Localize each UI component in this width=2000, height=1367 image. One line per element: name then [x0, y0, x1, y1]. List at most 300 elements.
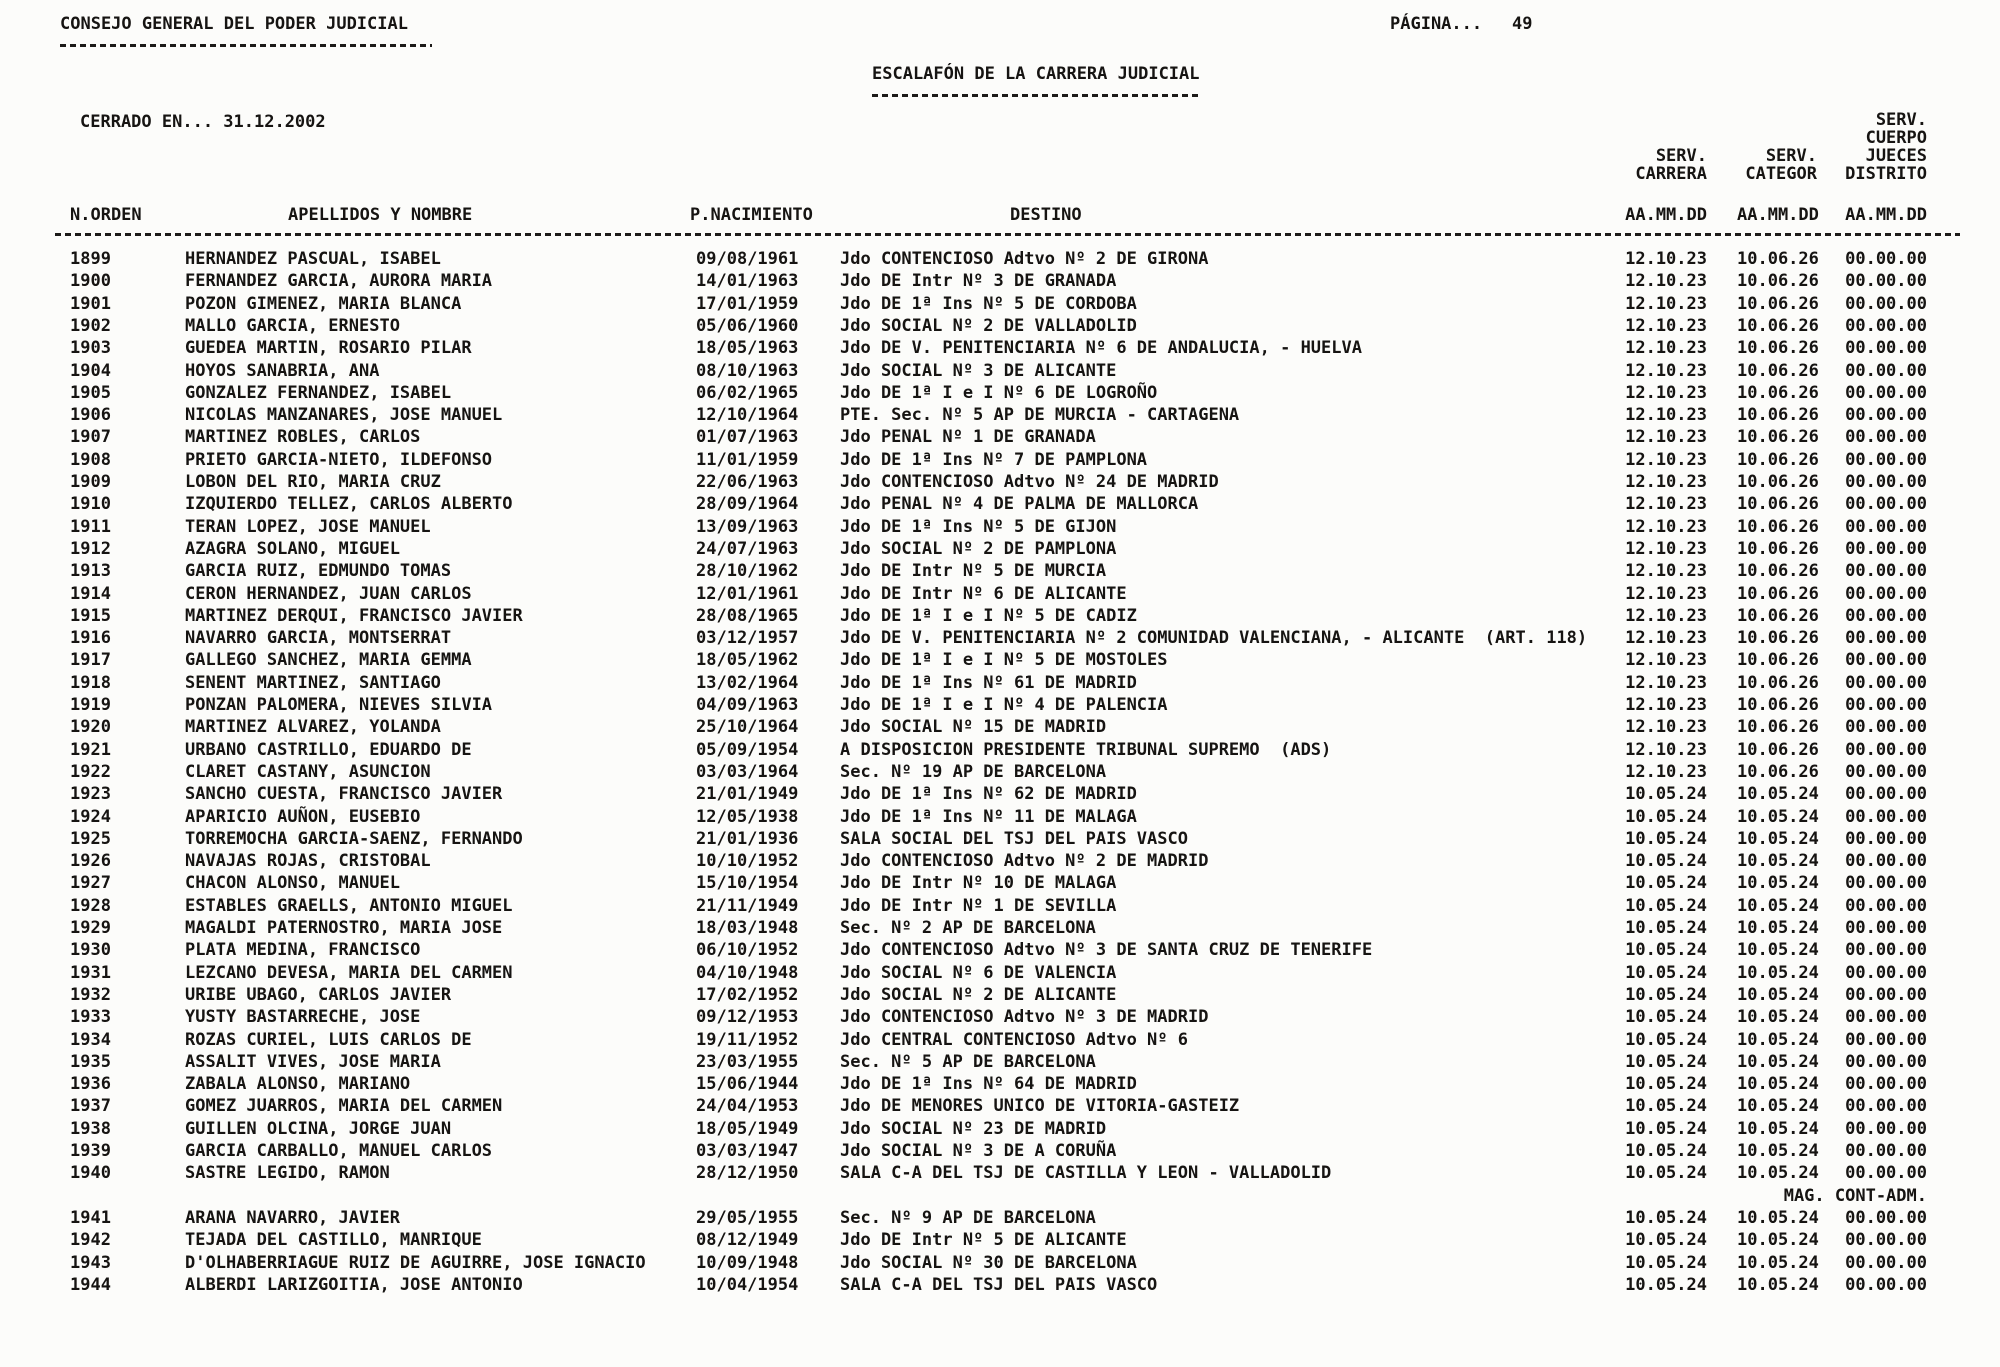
table-row [0, 383, 2000, 405]
cell-nombre: MARTINEZ DERQUI, FRANCISCO JAVIER [185, 605, 523, 626]
cell-n-orden: 1937 [70, 1096, 111, 1117]
table-row [0, 316, 2000, 338]
table-row [0, 294, 2000, 316]
cell-nacimiento: 10/04/1954 [696, 1274, 799, 1295]
cell-nacimiento: 09/08/1961 [696, 249, 799, 269]
cell-serv-cuerpo: 00.00.00 [1845, 1163, 1927, 1184]
cell-serv-categor: 10.06.26 [1737, 315, 1819, 336]
cell-serv-categor: 10.05.24 [1737, 851, 1819, 872]
cell-destino: Jdo SOCIAL Nº 6 DE VALENCIA [840, 962, 1117, 983]
cell-nacimiento: 10/10/1952 [696, 851, 799, 872]
cell-serv-cuerpo: 00.00.00 [1845, 293, 1927, 314]
cell-serv-cuerpo: 00.00.00 [1845, 918, 1927, 938]
header-aammdd-cuerpo: AA.MM.DD [1845, 205, 1927, 225]
cell-serv-cuerpo: 00.00.00 [1845, 962, 1927, 983]
cell-serv-categor: 10.06.26 [1737, 494, 1819, 515]
cell-destino: Jdo DE Intr Nº 10 DE MALAGA [840, 873, 1117, 894]
cell-destino: Jdo DE V. PENITENCIARIA Nº 2 COMUNIDAD VALENCIANA, - ALICANTE (ART. 118) [840, 628, 1588, 649]
cell-serv-categor: 10.05.24 [1737, 918, 1819, 938]
cell-destino: SALA SOCIAL DEL TSJ DEL PAIS VASCO [840, 828, 1188, 849]
cell-serv-cuerpo: 00.00.00 [1845, 1141, 1927, 1161]
cell-nombre: PONZAN PALOMERA, NIEVES SILVIA [185, 695, 493, 715]
cell-serv-cuerpo: 00.00.00 [1845, 650, 1927, 671]
cell-serv-cuerpo: 00.00.00 [1845, 1230, 1927, 1251]
cell-nombre: GUILLEN OLCINA, JORGE JUAN [185, 1118, 452, 1139]
table-row [0, 450, 2000, 472]
cell-serv-carrera: 10.05.24 [1625, 984, 1707, 1005]
cell-serv-categor: 10.06.26 [1737, 628, 1819, 649]
cell-nacimiento: 29/05/1955 [696, 1207, 799, 1228]
cell-nombre: YUSTY BASTARRECHE, JOSE [185, 1007, 421, 1028]
table-row [0, 539, 2000, 561]
cell-nacimiento: 12/05/1938 [696, 806, 799, 827]
table-row [0, 1275, 2000, 1297]
cell-nacimiento: 23/03/1955 [696, 1051, 799, 1072]
cell-nacimiento: 15/06/1944 [696, 1074, 799, 1095]
cell-nombre: NAVARRO GARCIA, MONTSERRAT [185, 628, 452, 649]
table-row [0, 338, 2000, 360]
cell-serv-carrera: 12.10.23 [1625, 271, 1707, 292]
cell-n-orden: 1907 [70, 427, 111, 448]
table-row [0, 1230, 2000, 1252]
cell-serv-carrera: 10.05.24 [1625, 940, 1707, 961]
cell-serv-categor: 10.05.24 [1737, 1118, 1819, 1139]
cell-nacimiento: 06/10/1952 [696, 940, 799, 961]
cell-serv-carrera: 10.05.24 [1625, 1051, 1707, 1072]
cell-n-orden: 1927 [70, 873, 111, 894]
cell-serv-carrera: 12.10.23 [1625, 695, 1707, 715]
table-row [0, 1074, 2000, 1096]
cell-serv-categor: 10.05.24 [1737, 784, 1819, 805]
cell-destino: Jdo SOCIAL Nº 3 DE A CORUÑA [840, 1141, 1117, 1161]
cell-serv-cuerpo: 00.00.00 [1845, 1252, 1927, 1273]
cell-destino: Jdo SOCIAL Nº 30 DE BARCELONA [840, 1252, 1137, 1273]
cell-destino: A DISPOSICION PRESIDENTE TRIBUNAL SUPREMO (ADS) [840, 739, 1332, 760]
cell-nombre: TORREMOCHA GARCIA-SAENZ, FERNANDO [185, 828, 523, 849]
cell-nombre: SANCHO CUESTA, FRANCISCO JAVIER [185, 784, 503, 805]
table-row [0, 650, 2000, 672]
cell-serv-cuerpo: 00.00.00 [1845, 516, 1927, 537]
cell-serv-categor: 10.06.26 [1737, 695, 1819, 715]
cell-serv-carrera: 12.10.23 [1625, 561, 1707, 582]
cell-n-orden: 1904 [70, 360, 111, 381]
cell-n-orden: 1906 [70, 405, 111, 426]
cell-serv-carrera: 12.10.23 [1625, 360, 1707, 381]
cell-serv-categor: 10.06.26 [1737, 249, 1819, 269]
cell-serv-carrera: 12.10.23 [1625, 717, 1707, 738]
cell-nacimiento: 18/03/1948 [696, 918, 799, 938]
cell-nombre: HERNANDEZ PASCUAL, ISABEL [185, 249, 441, 269]
cell-nacimiento: 08/12/1949 [696, 1230, 799, 1251]
cell-serv-cuerpo: 00.00.00 [1845, 1274, 1927, 1295]
cell-nombre: GARCIA CARBALLO, MANUEL CARLOS [185, 1141, 493, 1161]
cell-destino: Jdo PENAL Nº 4 DE PALMA DE MALLORCA [840, 494, 1199, 515]
table-row [0, 361, 2000, 383]
cell-nacimiento: 06/02/1965 [696, 382, 799, 403]
cell-n-orden: 1918 [70, 672, 111, 693]
cell-n-orden: 1899 [70, 249, 111, 269]
table-row [0, 807, 2000, 829]
cell-serv-categor: 10.06.26 [1737, 739, 1819, 760]
cell-serv-categor: 10.06.26 [1737, 583, 1819, 604]
cell-nombre: GALLEGO SANCHEZ, MARIA GEMMA [185, 650, 472, 671]
cell-serv-carrera: 12.10.23 [1625, 650, 1707, 671]
cell-serv-categor: 10.06.26 [1737, 449, 1819, 470]
table-row [0, 695, 2000, 717]
cell-n-orden: 1903 [70, 338, 111, 359]
cell-destino: Jdo DE 1ª Ins Nº 61 DE MADRID [840, 672, 1137, 693]
cell-serv-carrera: 10.05.24 [1625, 1074, 1707, 1095]
cell-nacimiento: 22/06/1963 [696, 472, 799, 492]
cell-n-orden: 1944 [70, 1274, 111, 1295]
cell-n-orden: 1901 [70, 293, 111, 314]
header-serv-cuerpo-line2: CUERPO [1865, 128, 1927, 148]
cell-nacimiento: 05/06/1960 [696, 315, 799, 336]
cell-destino: SALA C-A DEL TSJ DEL PAIS VASCO [840, 1274, 1158, 1295]
cell-n-orden: 1924 [70, 806, 111, 827]
cell-serv-cuerpo: 00.00.00 [1845, 427, 1927, 448]
header-separator-rule [55, 233, 1960, 236]
cell-nacimiento: 17/02/1952 [696, 984, 799, 1005]
cell-serv-carrera: 12.10.23 [1625, 449, 1707, 470]
table-row [0, 829, 2000, 851]
cell-serv-categor: 10.05.24 [1737, 984, 1819, 1005]
cell-nombre: MALLO GARCIA, ERNESTO [185, 315, 400, 336]
cell-serv-carrera: 10.05.24 [1625, 1207, 1707, 1228]
document-title: ESCALAFÓN DE LA CARRERA JUDICIAL [872, 64, 1200, 84]
cell-destino: Jdo DE MENORES UNICO DE VITORIA-GASTEIZ [840, 1096, 1240, 1117]
cell-serv-categor: 10.06.26 [1737, 405, 1819, 426]
cell-nombre: NAVAJAS ROJAS, CRISTOBAL [185, 851, 431, 872]
cell-serv-cuerpo: 00.00.00 [1845, 1118, 1927, 1139]
header-p-nacimiento: P.NACIMIENTO [690, 205, 813, 225]
cell-serv-carrera: 10.05.24 [1625, 828, 1707, 849]
cell-serv-cuerpo: 00.00.00 [1845, 984, 1927, 1005]
cell-serv-cuerpo: 00.00.00 [1845, 249, 1927, 269]
cell-nacimiento: 11/01/1959 [696, 449, 799, 470]
cell-serv-carrera: 10.05.24 [1625, 1007, 1707, 1028]
cell-destino: Jdo SOCIAL Nº 15 DE MADRID [840, 717, 1107, 738]
cell-serv-cuerpo: 00.00.00 [1845, 1096, 1927, 1117]
cell-serv-cuerpo: 00.00.00 [1845, 315, 1927, 336]
cell-n-orden: 1920 [70, 717, 111, 738]
cell-nombre: ESTABLES GRAELLS, ANTONIO MIGUEL [185, 895, 513, 916]
cell-nacimiento: 21/01/1949 [696, 784, 799, 805]
cell-nombre: HOYOS SANABRIA, ANA [185, 360, 380, 381]
cell-nacimiento: 18/05/1949 [696, 1118, 799, 1139]
cell-nacimiento: 15/10/1954 [696, 873, 799, 894]
cell-n-orden: 1925 [70, 828, 111, 849]
cell-serv-carrera: 10.05.24 [1625, 1274, 1707, 1295]
cell-nombre: MAGALDI PATERNOSTRO, MARIA JOSE [185, 918, 503, 938]
document-title-underline [872, 94, 1202, 97]
cell-n-orden: 1939 [70, 1141, 111, 1161]
header-serv-cuerpo-line4: DISTRITO [1845, 164, 1927, 184]
cell-destino: Jdo CENTRAL CONTENCIOSO Adtvo Nº 6 [840, 1029, 1188, 1050]
header-apellidos-y-nombre: APELLIDOS Y NOMBRE [288, 205, 473, 225]
cell-nacimiento: 28/12/1950 [696, 1163, 799, 1184]
table-row [0, 584, 2000, 606]
table-row [0, 1163, 2000, 1185]
cell-n-orden: 1910 [70, 494, 111, 515]
cell-serv-categor: 10.05.24 [1737, 1252, 1819, 1273]
category-note: MAG. CONT-ADM. [1783, 1185, 1927, 1206]
cell-serv-cuerpo: 00.00.00 [1845, 895, 1927, 916]
cell-serv-categor: 10.06.26 [1737, 717, 1819, 738]
cell-serv-carrera: 10.05.24 [1625, 851, 1707, 872]
cell-serv-cuerpo: 00.00.00 [1845, 271, 1927, 292]
cell-destino: SALA C-A DEL TSJ DE CASTILLA Y LEON - VALLADOLID [840, 1163, 1332, 1184]
table-row [0, 472, 2000, 494]
cell-nombre: ZABALA ALONSO, MARIANO [185, 1074, 411, 1095]
cell-n-orden: 1900 [70, 271, 111, 292]
cell-serv-categor: 10.06.26 [1737, 360, 1819, 381]
cell-destino: Jdo DE Intr Nº 6 DE ALICANTE [840, 583, 1127, 604]
table-row [0, 1141, 2000, 1163]
cell-nombre: D'OLHABERRIAGUE RUIZ DE AGUIRRE, JOSE IGNACIO [185, 1252, 646, 1273]
cell-nombre: GONZALEZ FERNANDEZ, ISABEL [185, 382, 452, 403]
page-number: 49 [1512, 14, 1533, 34]
cell-n-orden: 1919 [70, 695, 111, 715]
cell-serv-cuerpo: 00.00.00 [1845, 405, 1927, 426]
cell-serv-categor: 10.05.24 [1737, 1274, 1819, 1295]
table-row [0, 896, 2000, 918]
cell-n-orden: 1931 [70, 962, 111, 983]
table-row [0, 740, 2000, 762]
cell-n-orden: 1923 [70, 784, 111, 805]
cell-nombre: ASSALIT VIVES, JOSE MARIA [185, 1051, 441, 1072]
cell-destino: Jdo CONTENCIOSO Adtvo Nº 24 DE MADRID [840, 472, 1219, 492]
table-row [0, 271, 2000, 293]
cell-serv-carrera: 10.05.24 [1625, 784, 1707, 805]
cell-nombre: TEJADA DEL CASTILLO, MANRIQUE [185, 1230, 482, 1251]
cell-serv-cuerpo: 00.00.00 [1845, 851, 1927, 872]
cell-destino: Jdo DE 1ª Ins Nº 7 DE PAMPLONA [840, 449, 1148, 470]
cell-serv-cuerpo: 00.00.00 [1845, 828, 1927, 849]
cell-nacimiento: 28/08/1965 [696, 605, 799, 626]
cell-n-orden: 1912 [70, 538, 111, 559]
cell-nombre: GOMEZ JUARROS, MARIA DEL CARMEN [185, 1096, 503, 1117]
cell-serv-cuerpo: 00.00.00 [1845, 538, 1927, 559]
cell-serv-carrera: 12.10.23 [1625, 672, 1707, 693]
cell-nombre: LOBON DEL RIO, MARIA CRUZ [185, 472, 441, 492]
cell-serv-cuerpo: 00.00.00 [1845, 806, 1927, 827]
table-row [0, 963, 2000, 985]
cell-destino: Jdo CONTENCIOSO Adtvo Nº 2 DE GIRONA [840, 249, 1209, 269]
cell-destino: Jdo DE V. PENITENCIARIA Nº 6 DE ANDALUCIA, - HUELVA [840, 338, 1362, 359]
cell-serv-categor: 10.05.24 [1737, 873, 1819, 894]
cell-nombre: POZON GIMENEZ, MARIA BLANCA [185, 293, 462, 314]
cell-n-orden: 1933 [70, 1007, 111, 1028]
cell-nacimiento: 18/05/1962 [696, 650, 799, 671]
cell-destino: Jdo SOCIAL Nº 3 DE ALICANTE [840, 360, 1117, 381]
cell-serv-cuerpo: 00.00.00 [1845, 605, 1927, 626]
cell-nacimiento: 18/05/1963 [696, 338, 799, 359]
cell-serv-cuerpo: 00.00.00 [1845, 695, 1927, 715]
cell-serv-carrera: 12.10.23 [1625, 472, 1707, 492]
cell-serv-cuerpo: 00.00.00 [1845, 561, 1927, 582]
cell-nombre: ARANA NAVARRO, JAVIER [185, 1207, 400, 1228]
cell-serv-cuerpo: 00.00.00 [1845, 672, 1927, 693]
cell-serv-cuerpo: 00.00.00 [1845, 449, 1927, 470]
header-aammdd-categor: AA.MM.DD [1737, 205, 1819, 225]
cell-nombre: NICOLAS MANZANARES, JOSE MANUEL [185, 405, 503, 426]
cell-nombre: ALBERDI LARIZGOITIA, JOSE ANTONIO [185, 1274, 523, 1295]
cell-n-orden: 1940 [70, 1163, 111, 1184]
cell-serv-categor: 10.05.24 [1737, 1007, 1819, 1028]
cell-serv-carrera: 10.05.24 [1625, 1163, 1707, 1184]
cell-nombre: GARCIA RUIZ, EDMUNDO TOMAS [185, 561, 452, 582]
cell-destino: Jdo DE 1ª I e I Nº 6 DE LOGROÑO [840, 382, 1158, 403]
cell-n-orden: 1902 [70, 315, 111, 336]
header-destino: DESTINO [1010, 205, 1082, 225]
cell-serv-carrera: 10.05.24 [1625, 1252, 1707, 1273]
cell-destino: Jdo DE Intr Nº 5 DE MURCIA [840, 561, 1107, 582]
table-row [0, 405, 2000, 427]
category-note-row [0, 1186, 2000, 1208]
cell-serv-carrera: 10.05.24 [1625, 1230, 1707, 1251]
cell-n-orden: 1929 [70, 918, 111, 938]
cell-n-orden: 1926 [70, 851, 111, 872]
table-row [0, 918, 2000, 940]
header-n-orden: N.ORDEN [70, 205, 142, 225]
cell-nacimiento: 24/04/1953 [696, 1096, 799, 1117]
cell-serv-cuerpo: 00.00.00 [1845, 628, 1927, 649]
table-row [0, 717, 2000, 739]
cell-nombre: GUEDEA MARTIN, ROSARIO PILAR [185, 338, 472, 359]
cell-destino: Jdo PENAL Nº 1 DE GRANADA [840, 427, 1096, 448]
cell-serv-categor: 10.06.26 [1737, 338, 1819, 359]
cell-n-orden: 1942 [70, 1230, 111, 1251]
cell-serv-carrera: 12.10.23 [1625, 382, 1707, 403]
cell-nacimiento: 21/11/1949 [696, 895, 799, 916]
table-row [0, 851, 2000, 873]
cell-serv-categor: 10.06.26 [1737, 672, 1819, 693]
cell-destino: Jdo DE 1ª I e I Nº 4 DE PALENCIA [840, 695, 1168, 715]
cell-n-orden: 1921 [70, 739, 111, 760]
cell-serv-carrera: 10.05.24 [1625, 1118, 1707, 1139]
cell-serv-cuerpo: 00.00.00 [1845, 1007, 1927, 1028]
cell-serv-carrera: 10.05.24 [1625, 806, 1707, 827]
table-row [0, 1208, 2000, 1230]
header-serv-categor-line1: SERV. [1765, 146, 1817, 166]
cell-serv-carrera: 12.10.23 [1625, 739, 1707, 760]
cell-serv-cuerpo: 00.00.00 [1845, 382, 1927, 403]
cell-nombre: MARTINEZ ALVAREZ, YOLANDA [185, 717, 441, 738]
cell-serv-categor: 10.06.26 [1737, 271, 1819, 292]
cell-destino: Sec. Nº 2 AP DE BARCELONA [840, 918, 1096, 938]
cell-destino: Jdo DE 1ª Ins Nº 11 DE MALAGA [840, 806, 1137, 827]
cell-nombre: CERON HERNANDEZ, JUAN CARLOS [185, 583, 472, 604]
cell-nacimiento: 24/07/1963 [696, 538, 799, 559]
cell-destino: Jdo CONTENCIOSO Adtvo Nº 3 DE MADRID [840, 1007, 1209, 1028]
cell-n-orden: 1932 [70, 984, 111, 1005]
table-row [0, 606, 2000, 628]
cell-serv-categor: 10.06.26 [1737, 561, 1819, 582]
cell-serv-categor: 10.05.24 [1737, 828, 1819, 849]
cell-nacimiento: 04/10/1948 [696, 962, 799, 983]
cell-nombre: TERAN LOPEZ, JOSE MANUEL [185, 516, 431, 537]
cell-serv-carrera: 10.05.24 [1625, 1029, 1707, 1050]
cell-destino: Jdo SOCIAL Nº 2 DE PAMPLONA [840, 538, 1117, 559]
cell-serv-cuerpo: 00.00.00 [1845, 739, 1927, 760]
cell-nacimiento: 01/07/1963 [696, 427, 799, 448]
cell-nombre: SENENT MARTINEZ, SANTIAGO [185, 672, 441, 693]
cell-serv-categor: 10.06.26 [1737, 761, 1819, 782]
cell-serv-carrera: 10.05.24 [1625, 1096, 1707, 1117]
cell-nombre: PLATA MEDINA, FRANCISCO [185, 940, 421, 961]
cell-nacimiento: 04/09/1963 [696, 695, 799, 715]
cell-serv-cuerpo: 00.00.00 [1845, 360, 1927, 381]
table-row [0, 1052, 2000, 1074]
cell-n-orden: 1909 [70, 472, 111, 492]
cell-nacimiento: 12/10/1964 [696, 405, 799, 426]
cell-destino: Jdo DE 1ª Ins Nº 62 DE MADRID [840, 784, 1137, 805]
cell-serv-cuerpo: 00.00.00 [1845, 761, 1927, 782]
cell-serv-cuerpo: 00.00.00 [1845, 1207, 1927, 1228]
cell-serv-carrera: 12.10.23 [1625, 315, 1707, 336]
cell-nacimiento: 13/02/1964 [696, 672, 799, 693]
cell-nombre: MARTINEZ ROBLES, CARLOS [185, 427, 421, 448]
cell-nacimiento: 03/03/1964 [696, 761, 799, 782]
table-row [0, 427, 2000, 449]
table-row [0, 249, 2000, 271]
cell-serv-categor: 10.06.26 [1737, 650, 1819, 671]
table-row [0, 873, 2000, 895]
cell-nombre: APARICIO AUÑON, EUSEBIO [185, 806, 421, 827]
cell-destino: Jdo SOCIAL Nº 2 DE ALICANTE [840, 984, 1117, 1005]
cell-serv-carrera: 12.10.23 [1625, 427, 1707, 448]
cell-nombre: AZAGRA SOLANO, MIGUEL [185, 538, 400, 559]
cell-destino: Jdo DE 1ª Ins Nº 64 DE MADRID [840, 1074, 1137, 1095]
cell-serv-categor: 10.06.26 [1737, 516, 1819, 537]
cell-serv-carrera: 12.10.23 [1625, 494, 1707, 515]
cell-serv-categor: 10.06.26 [1737, 538, 1819, 559]
table-row [0, 940, 2000, 962]
cell-nacimiento: 13/09/1963 [696, 516, 799, 537]
cell-n-orden: 1916 [70, 628, 111, 649]
cell-nombre: URBANO CASTRILLO, EDUARDO DE [185, 739, 472, 760]
cell-nacimiento: 09/12/1953 [696, 1007, 799, 1028]
cell-destino: Sec. Nº 9 AP DE BARCELONA [840, 1207, 1096, 1228]
cell-serv-carrera: 12.10.23 [1625, 583, 1707, 604]
table-row [0, 561, 2000, 583]
cell-n-orden: 1913 [70, 561, 111, 582]
cell-n-orden: 1930 [70, 940, 111, 961]
cell-serv-categor: 10.05.24 [1737, 1051, 1819, 1072]
cell-destino: Jdo DE 1ª I e I Nº 5 DE CADIZ [840, 605, 1137, 626]
cell-n-orden: 1943 [70, 1252, 111, 1273]
cell-serv-carrera: 12.10.23 [1625, 516, 1707, 537]
organization-underline [60, 44, 432, 47]
cell-serv-categor: 10.06.26 [1737, 427, 1819, 448]
cell-n-orden: 1915 [70, 605, 111, 626]
cell-destino: Jdo DE 1ª Ins Nº 5 DE CORDOBA [840, 293, 1137, 314]
cell-destino: Sec. Nº 19 AP DE BARCELONA [840, 761, 1107, 782]
table-row [0, 1119, 2000, 1141]
cell-serv-categor: 10.05.24 [1737, 895, 1819, 916]
cell-serv-carrera: 12.10.23 [1625, 605, 1707, 626]
cell-serv-carrera: 12.10.23 [1625, 293, 1707, 314]
cell-serv-cuerpo: 00.00.00 [1845, 583, 1927, 604]
cell-serv-carrera: 12.10.23 [1625, 761, 1707, 782]
cell-n-orden: 1935 [70, 1051, 111, 1072]
cell-destino: Jdo DE 1ª Ins Nº 5 DE GIJON [840, 516, 1117, 537]
header-aammdd-carrera: AA.MM.DD [1625, 205, 1707, 225]
cell-destino: Jdo SOCIAL Nº 23 DE MADRID [840, 1118, 1107, 1139]
table-row [0, 494, 2000, 516]
cell-serv-carrera: 10.05.24 [1625, 1141, 1707, 1161]
